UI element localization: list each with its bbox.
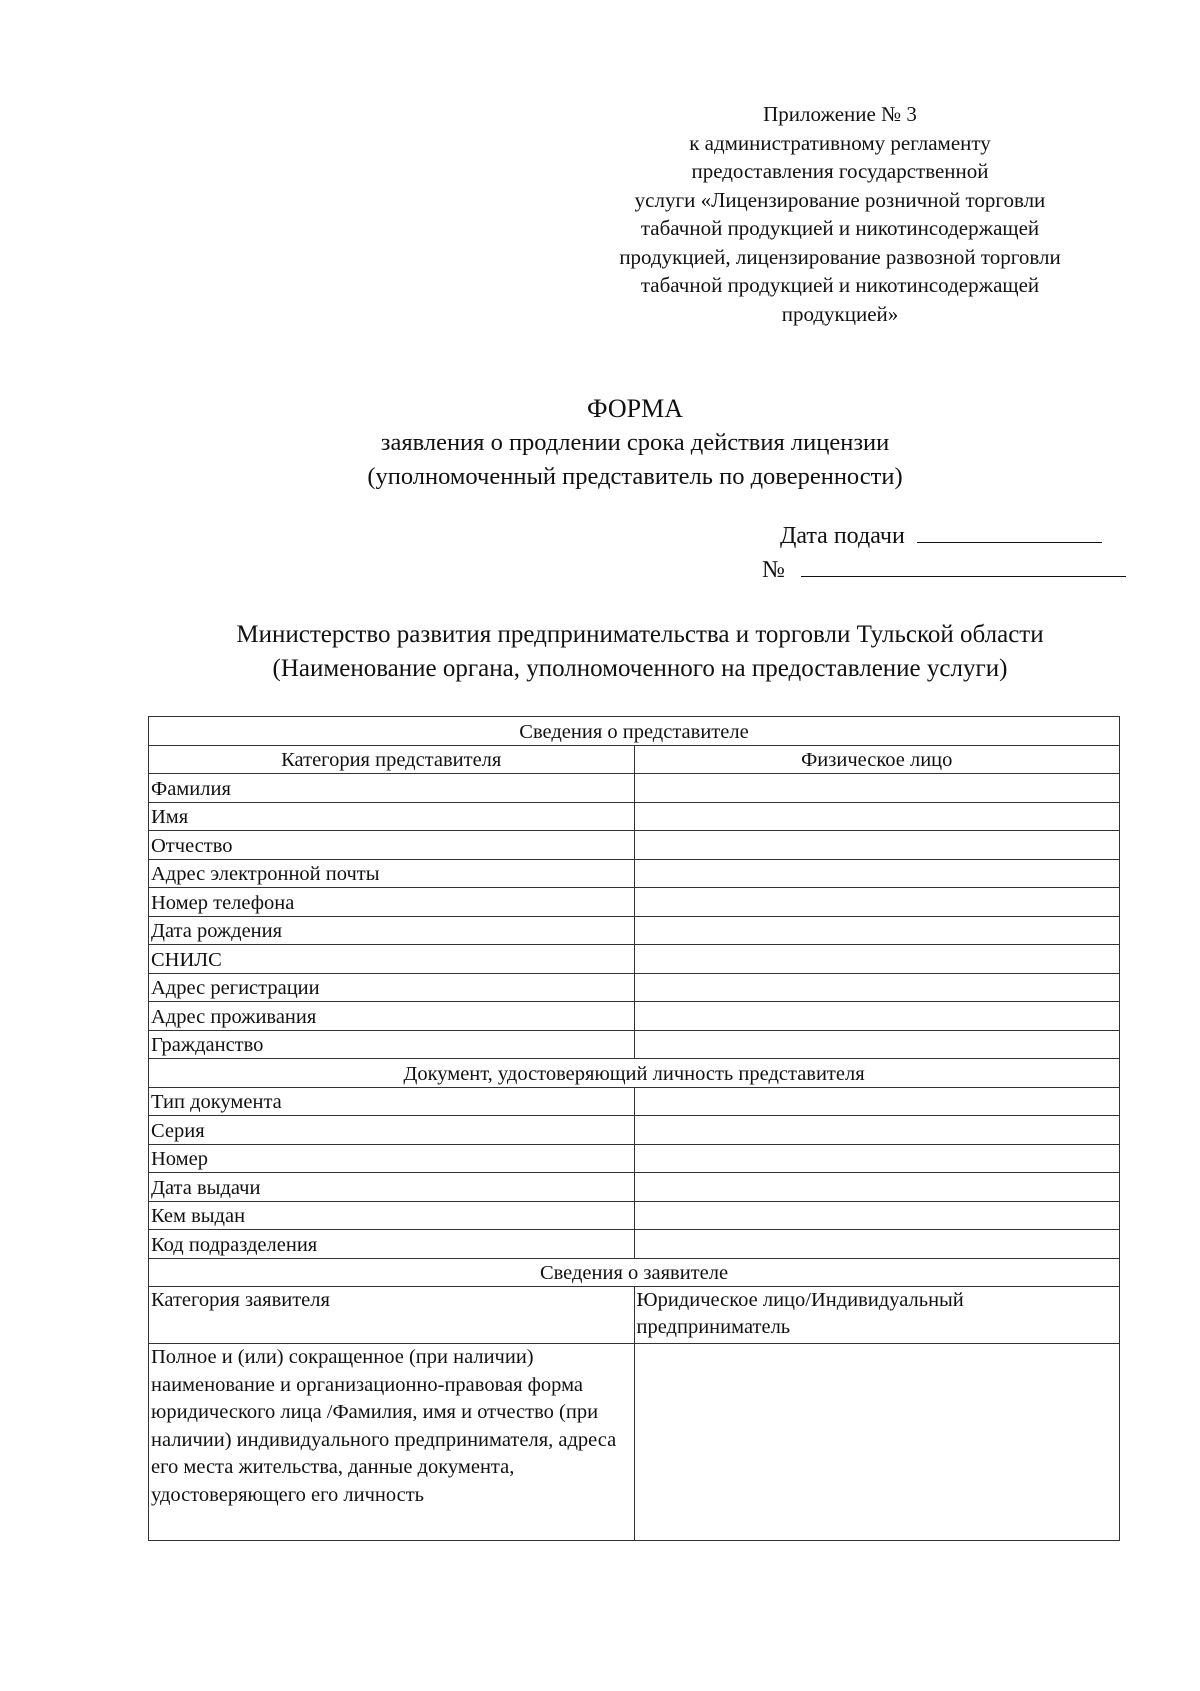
form-subtitle-line2: (уполномоченный представитель по доверенности) bbox=[367, 463, 903, 490]
application-number-row bbox=[762, 556, 1126, 584]
section-header-row bbox=[149, 717, 1120, 746]
field-value-applicant-details[interactable] bbox=[634, 1344, 1120, 1541]
appendix-line: к административному регламенту bbox=[689, 130, 991, 155]
applicant-category-label: Категория заявителя bbox=[149, 1287, 635, 1344]
field-value-document-number[interactable] bbox=[634, 1144, 1120, 1173]
appendix-line: табачной продукцией и никотинсодержащей bbox=[640, 216, 1040, 240]
field-value-phone[interactable] bbox=[634, 888, 1120, 917]
field-label: Фамилия bbox=[149, 774, 635, 803]
field-label: Номер bbox=[149, 1144, 635, 1173]
submission-date-label: Дата подачи bbox=[780, 523, 905, 549]
table-row bbox=[149, 859, 1120, 888]
table-row bbox=[149, 1201, 1120, 1230]
field-value-snils[interactable] bbox=[634, 945, 1120, 974]
form-subtitle-line1: заявления о продлении срока действия лицензии bbox=[380, 429, 890, 456]
table-row bbox=[149, 973, 1120, 1002]
table-row bbox=[149, 831, 1120, 860]
applicant-category-value: Юридическое лицо/Индивидуальный предприниматель bbox=[634, 1287, 1120, 1344]
rep-category-value: Физическое лицо bbox=[634, 745, 1120, 774]
table-row bbox=[149, 1002, 1120, 1031]
applicant-name-label: Полное и (или) сокращенное (при наличии) наименование и организационно-правовая форма юридического лица /Фамилия, имя и отчество (при наличии) индивидуального предпринимателя, адреса его места жительства, данные документа, удостоверяющего его личность bbox=[149, 1344, 635, 1541]
field-label: Адрес регистрации bbox=[149, 973, 635, 1002]
field-label: Код подразделения bbox=[149, 1230, 635, 1259]
field-value-birthdate[interactable] bbox=[634, 916, 1120, 945]
appendix-line: табачной продукцией и никотинсодержащей bbox=[640, 273, 1040, 297]
application-table bbox=[148, 716, 1120, 1541]
ministry-caption: (Наименование органа, уполномоченного на предоставление услуги) bbox=[272, 655, 1008, 682]
field-label: Номер телефона bbox=[149, 888, 635, 917]
field-label: Тип документа bbox=[149, 1087, 635, 1116]
table-row bbox=[149, 1144, 1120, 1173]
field-value-issued-by[interactable] bbox=[634, 1201, 1120, 1230]
field-value-residence-address[interactable] bbox=[634, 1002, 1120, 1031]
table-row bbox=[149, 1287, 1120, 1344]
table-row bbox=[149, 888, 1120, 917]
appendix-line: Приложение № 3 bbox=[763, 102, 917, 126]
field-label: Имя bbox=[149, 802, 635, 831]
field-value-surname[interactable] bbox=[634, 774, 1120, 803]
table-row bbox=[149, 1087, 1120, 1116]
table-row bbox=[149, 916, 1120, 945]
field-label: Гражданство bbox=[149, 1030, 635, 1059]
section-header-representative: Сведения о представителе bbox=[149, 717, 1120, 746]
field-value-name[interactable] bbox=[634, 802, 1120, 831]
section-header-identity-document: Документ, удостоверяющий личность представителя bbox=[149, 1059, 1120, 1088]
field-value-document-type[interactable] bbox=[634, 1087, 1120, 1116]
table-row bbox=[149, 745, 1120, 774]
field-label: Серия bbox=[149, 1116, 635, 1145]
field-label: Адрес проживания bbox=[149, 1002, 635, 1031]
table-row bbox=[149, 1116, 1120, 1145]
field-value-registration-address[interactable] bbox=[634, 973, 1120, 1002]
application-number-label: № bbox=[762, 557, 785, 583]
appendix-line: продукцией» bbox=[781, 301, 899, 326]
field-value-issue-date[interactable] bbox=[634, 1173, 1120, 1202]
submission-date-field[interactable] bbox=[917, 522, 1102, 543]
appendix-line: продукцией, лицензирование развозной торговли bbox=[619, 244, 1061, 269]
section-header-row bbox=[149, 1258, 1120, 1287]
section-header-row bbox=[149, 1059, 1120, 1088]
field-label: Адрес электронной почты bbox=[149, 859, 635, 888]
table-row bbox=[149, 802, 1120, 831]
table-row bbox=[149, 774, 1120, 803]
field-value-department-code[interactable] bbox=[634, 1230, 1120, 1259]
table-row bbox=[149, 1344, 1120, 1541]
appendix-line: услуги «Лицензирование розничной торговли bbox=[634, 187, 1046, 212]
form-subtitle bbox=[0, 426, 1200, 494]
submission-date-row bbox=[780, 522, 1102, 550]
field-label: Кем выдан bbox=[149, 1201, 635, 1230]
appendix-line: предоставления государственной bbox=[691, 159, 989, 183]
field-label: Дата выдачи bbox=[149, 1173, 635, 1202]
ministry-block bbox=[140, 618, 1140, 686]
ministry-name: Министерство развития предпринимательства и торговли Тульской области bbox=[236, 621, 1044, 648]
field-value-document-series[interactable] bbox=[634, 1116, 1120, 1145]
field-value-patronymic[interactable] bbox=[634, 831, 1120, 860]
rep-category-label: Категория представителя bbox=[149, 745, 635, 774]
field-value-email[interactable] bbox=[634, 859, 1120, 888]
table-row bbox=[149, 1030, 1120, 1059]
field-value-citizenship[interactable] bbox=[634, 1030, 1120, 1059]
table-row bbox=[149, 1173, 1120, 1202]
field-label: СНИЛС bbox=[149, 945, 635, 974]
application-number-field[interactable] bbox=[801, 556, 1126, 577]
field-label: Отчество bbox=[149, 831, 635, 860]
table-row bbox=[149, 945, 1120, 974]
section-header-applicant: Сведения о заявителе bbox=[149, 1258, 1120, 1287]
table-row bbox=[149, 1230, 1120, 1259]
field-label: Дата рождения bbox=[149, 916, 635, 945]
form-title: ФОРМА bbox=[587, 394, 683, 423]
appendix-header bbox=[560, 100, 1120, 328]
